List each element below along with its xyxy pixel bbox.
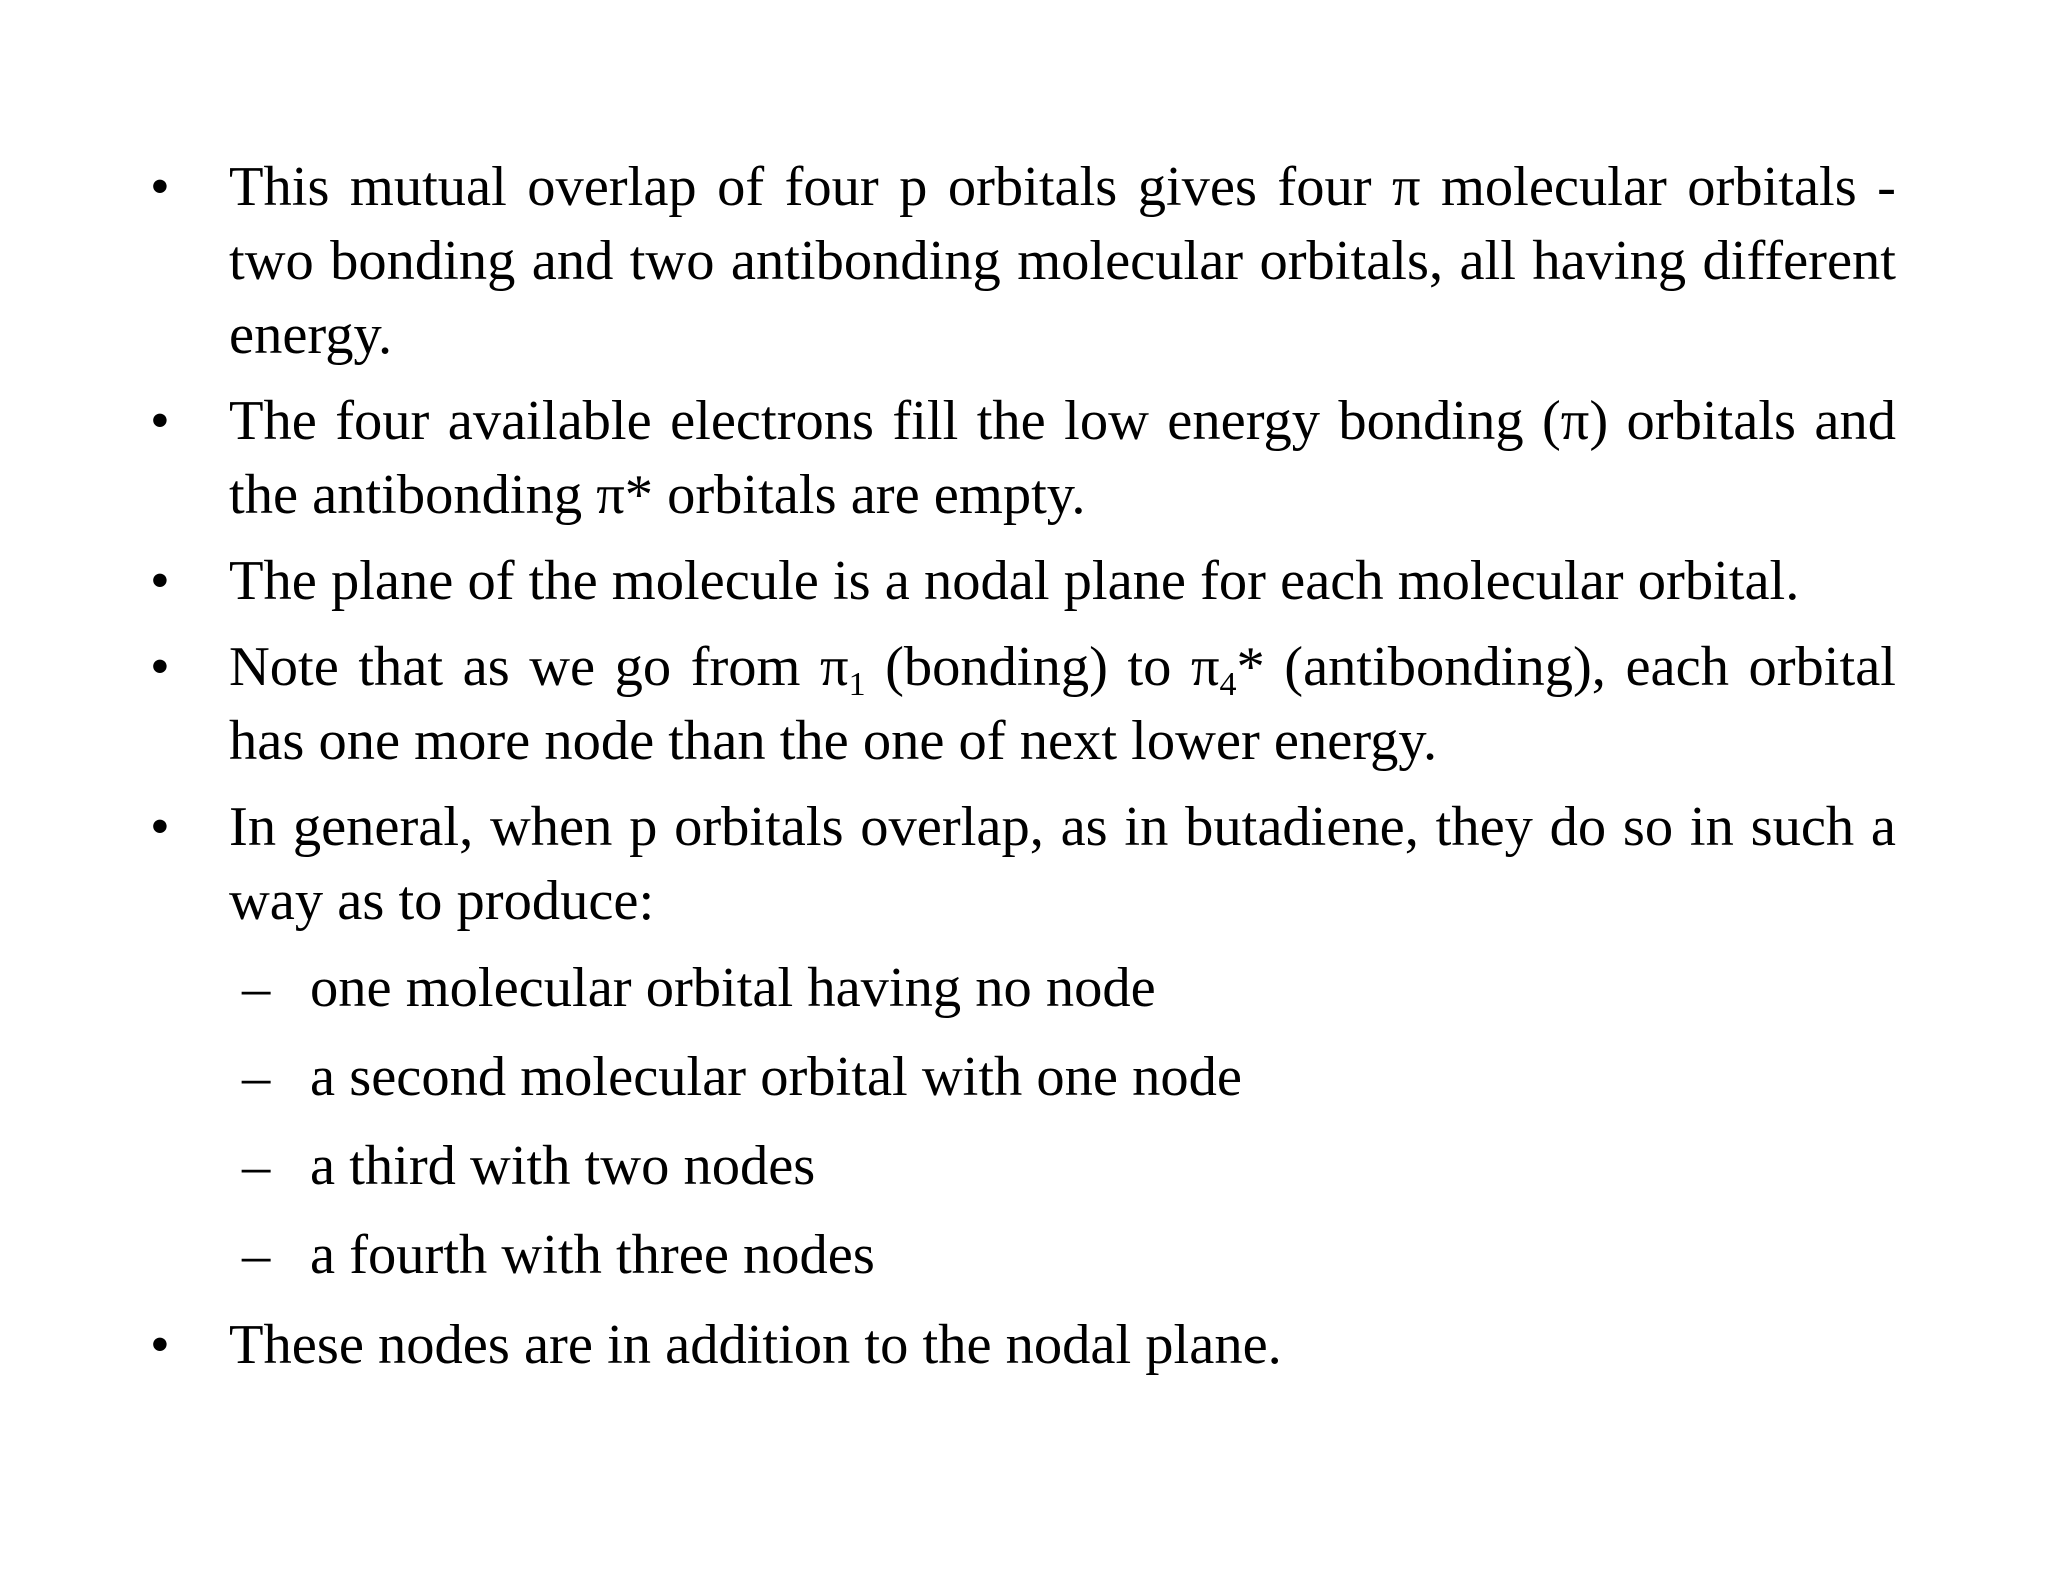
sub-list-text: a third with two nodes (310, 1135, 816, 1197)
bullet-marker: • (150, 796, 170, 858)
bullet-text: In general, when p orbitals overlap, as in butadiene, they do so in such a way as to produce: (229, 796, 1896, 932)
slide-content (150, 150, 1896, 1394)
bullet-item (150, 384, 1896, 532)
dash-marker: – (242, 957, 271, 1019)
bullet-text-segment: (bonding) to π (865, 636, 1220, 698)
subscript: 4 (1219, 666, 1237, 703)
bullet-text (229, 636, 1896, 772)
sub-list-text: a second molecular orbital with one node (310, 1046, 1242, 1108)
sub-list-item (150, 951, 1896, 1025)
bullet-marker: • (150, 156, 170, 218)
bullet-marker: • (150, 390, 170, 452)
bullet-item (150, 630, 1896, 778)
bullet-marker: • (150, 550, 170, 612)
bullet-item (150, 150, 1896, 372)
bullet-text-segment: Note that as we go from π (229, 636, 849, 698)
sub-list-item (150, 1129, 1896, 1203)
bullet-text: These nodes are in addition to the nodal plane. (229, 1314, 1282, 1376)
sub-list (150, 951, 1896, 1292)
dash-marker: – (242, 1046, 271, 1108)
sub-list-text: one molecular orbital having no node (310, 957, 1156, 1019)
sub-list-text: a fourth with three nodes (310, 1224, 875, 1286)
bullet-item (150, 544, 1896, 618)
bullet-item (150, 1308, 1896, 1382)
subscript: 1 (848, 666, 866, 703)
dash-marker: – (242, 1224, 271, 1286)
dash-marker: – (242, 1135, 271, 1197)
bullet-text-segment: * (antibonding), each orbital has one more node than the one of next lower energy. (229, 636, 1896, 772)
bullet-marker: • (150, 636, 170, 698)
bullet-marker: • (150, 1314, 170, 1376)
bullet-text: The four available electrons fill the low energy bonding (π) orbitals and the antibonding π* orbitals are empty. (229, 390, 1896, 526)
sub-list-item (150, 1040, 1896, 1114)
bullet-text: This mutual overlap of four p orbitals gives four π molecular orbitals - two bonding and two antibonding molecular orbitals, all having different energy. (229, 156, 1896, 366)
bullet-text: The plane of the molecule is a nodal plane for each molecular orbital. (229, 550, 1800, 612)
sub-list-item (150, 1218, 1896, 1292)
bullet-item (150, 790, 1896, 938)
